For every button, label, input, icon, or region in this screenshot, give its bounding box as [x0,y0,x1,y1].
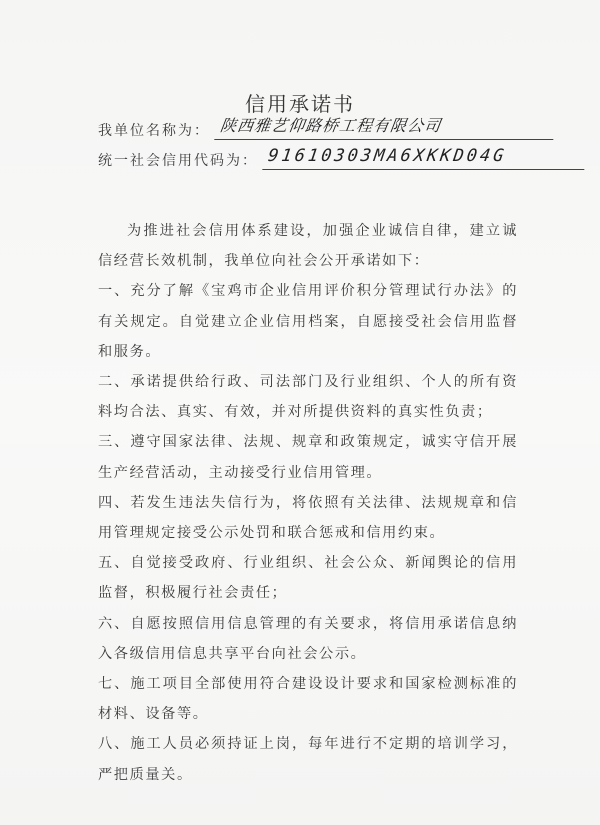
credit-code-label: 统一社会信用代码为： [98,153,258,169]
commitment-item-7: 七、施工项目全部使用符合建设设计要求和国家检测标准的材料、设备等。 [98,676,518,723]
commitment-item-5: 五、自觉接受政府、行业组织、社会公众、新闻舆论的信用监督，积极履行社会责任； [98,555,518,602]
commitment-item-8: 八、施工人员必须持证上岗，每年进行不定期的培训学习，严把质量关。 [98,736,518,783]
credit-code-handwritten-value: 91610303MA6XKKD04G [262,145,588,170]
document-title: 信用承诺书 [245,92,355,116]
commitment-item-4: 四、若发生违法失信行为，将依照有关法律、法规规章和信用管理规定接受公示处罚和联合惩戒和信用约束。 [98,494,518,542]
commitment-item-6: 六、自愿按照信用信息管理的有关要求，将信用承诺信息纳入各级信用信息共享平台向社会公示。 [98,615,518,662]
commitment-body [98,216,518,790]
credit-code-row [98,144,586,170]
commitment-item-1: 一、充分了解《宝鸡市企业信用评价积分管理试行办法》的有关规定。自觉建立企业信用档案，自愿接受社会信用监督和服务。 [98,283,518,360]
unit-name-row [98,114,555,140]
commitment-item-3: 三、遵守国家法律、法规、规章和政策规定，诚实守信开展生产经营活动，主动接受行业信用管理。 [98,434,518,481]
unit-name-label: 我单位名称为： [98,123,210,139]
intro-paragraph: 为推进社会信用体系建设，加强企业诚信自律，建立诚信经营长效机制，我单位向社会公开承诺如下： [98,223,518,270]
commitment-item-2: 二、承诺提供给行政、司法部门及行业组织、个人的所有资料均合法、真实、有效，并对所提供资料的真实性负责； [98,374,518,421]
unit-name-handwritten-value: 陕西雅艺仰路桥工程有限公司 [214,115,557,140]
